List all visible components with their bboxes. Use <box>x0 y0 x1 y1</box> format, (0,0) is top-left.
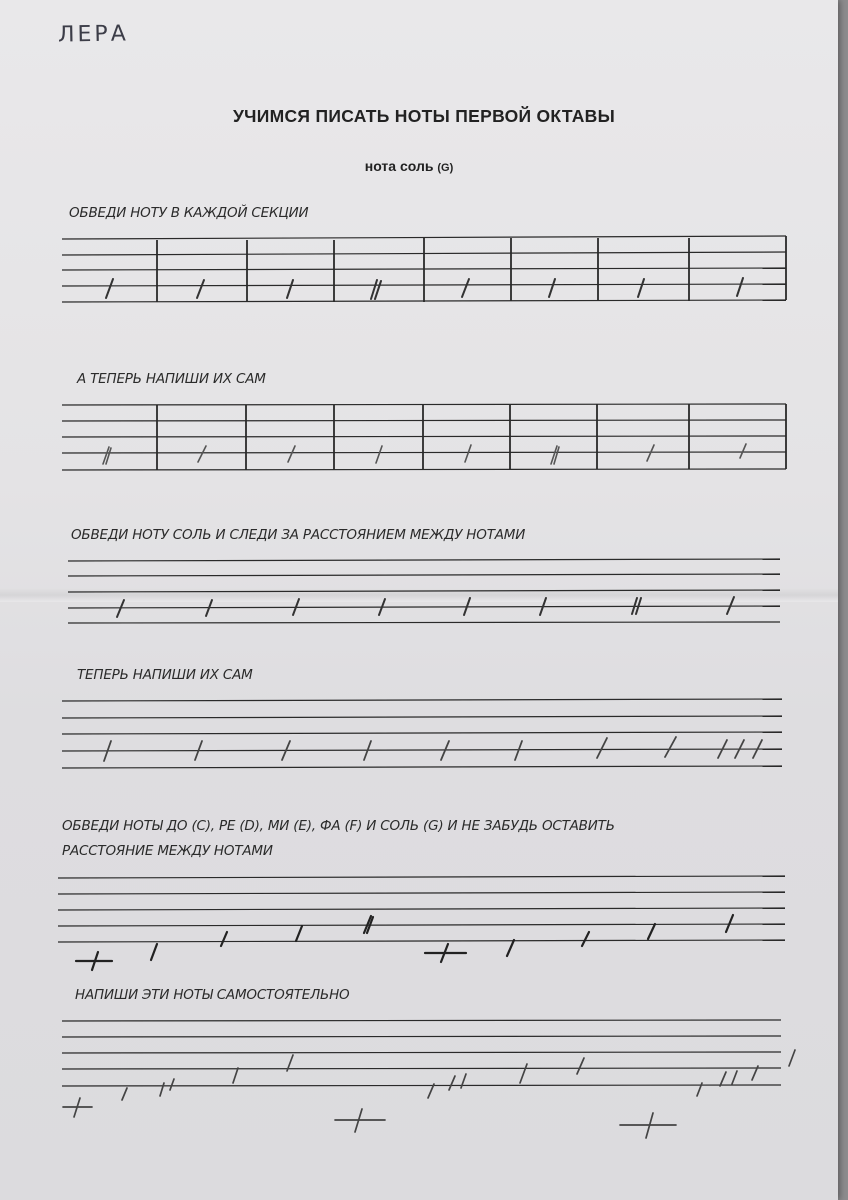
subtitle-text: нота соль <box>364 158 434 174</box>
exercise-6-instruction: НАПИШИ ЭТИ НОТЫ САМОСТОЯТЕЛЬНО <box>75 987 350 1003</box>
staff-6-open <box>62 1020 781 1086</box>
staff-3-open <box>68 559 780 623</box>
staff-1-sectioned <box>62 236 786 302</box>
staff-6-notes <box>63 1050 795 1138</box>
staff-2-sectioned <box>62 404 786 470</box>
worksheet-title: УЧИМСЯ ПИСАТЬ НОТЫ ПЕРВОЙ ОКТАВЫ <box>232 106 616 126</box>
exercise-2-instruction: А ТЕПЕРЬ НАПИШИ ИХ САМ <box>77 371 266 387</box>
exercise-4-instruction: ТЕПЕРЬ НАПИШИ ИХ САМ <box>77 667 253 683</box>
staff-4-open <box>62 699 782 768</box>
exercise-1-instruction: ОБВЕДИ НОТУ В КАЖДОЙ СЕКЦИИ <box>69 205 309 221</box>
exercise-5-instruction-line2: РАССТОЯНИЕ МЕЖДУ НОТАМИ <box>62 843 273 859</box>
subtitle-note: (G) <box>437 162 454 174</box>
exercise-5-instruction-line1: ОБВЕДИ НОТЫ ДО (C), РЕ (D), МИ (E), ФА (F) И СОЛЬ (G) И НЕ ЗАБУДЬ ОСТАВИТЬ <box>62 818 615 834</box>
staff-2-notes <box>103 444 746 464</box>
student-name: ЛЕРА <box>57 21 129 48</box>
exercise-3-instruction: ОБВЕДИ НОТУ СОЛЬ И СЛЕДИ ЗА РАССТОЯНИЕМ МЕЖДУ НОТАМИ <box>71 527 526 543</box>
staff-5-open <box>58 876 785 942</box>
staff-5-notes <box>76 915 733 970</box>
